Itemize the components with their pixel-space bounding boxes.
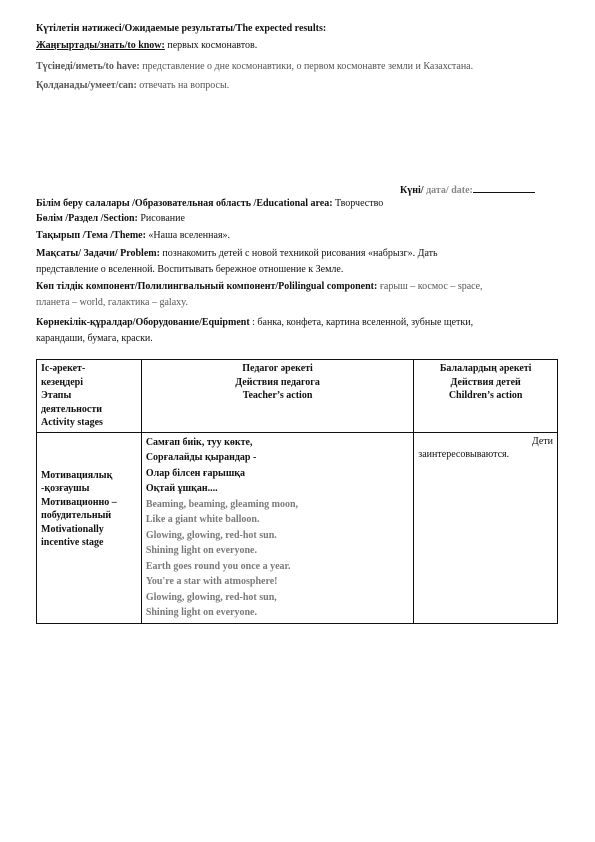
section-label: Бөлім /Раздел /Section: (36, 213, 138, 224)
theme-line (36, 230, 230, 242)
stage-line: Motivationally (41, 523, 104, 535)
equip-label: Көрнекілік-құралдар/Оборудование/Equipment (36, 317, 250, 328)
header-stages-line: Іс-әрекет- (41, 363, 86, 374)
header-teacher-line: Teacher’s action (242, 390, 313, 401)
stage-line: побудительный (41, 510, 112, 521)
poem-kz-line: Самғап биік, туу көкте, (145, 436, 253, 448)
expected-results-heading: Күтілетін нәтижесі/Ожидаемые результаты/The expected results: (36, 23, 327, 34)
teacher-action-cell (141, 432, 413, 623)
date-label-en: date: (448, 185, 473, 196)
have-text: представление о дне космонавтики, о первом космонавте земли и Казахстана. (139, 61, 474, 72)
section-text: Рисование (137, 213, 185, 224)
poem-en-line: Earth goes round you once a year. (145, 560, 291, 572)
table-row (37, 432, 558, 623)
stage-line: incentive stage (41, 537, 104, 548)
have-label: Түсінеді/иметь/to have: (36, 61, 140, 72)
date-label-kz: Күні/ (400, 185, 424, 196)
poly-label: Көп тілдік компонент/Полилингвальный компонент/Polilingual component: (36, 281, 378, 292)
poly-text-1: ғарыш – космос – space, (377, 281, 483, 292)
header-stages-line: Activity stages (41, 417, 103, 428)
poem-kz-line: Сорғалайды қырандар - (145, 452, 257, 463)
header-stages-line: Этапы (41, 390, 72, 401)
section-line (36, 213, 185, 225)
children-action-cell (414, 432, 558, 623)
children-action-line: заинтересовываются. (418, 449, 510, 460)
header-stages-line: деятельности (41, 403, 103, 415)
theme-text: «Наша вселенная». (145, 230, 231, 241)
know-label: Жаңғыртады/знать/to know: (36, 40, 165, 51)
know-line (36, 40, 257, 52)
area-text: Творчество (332, 198, 384, 209)
theme-label: Тақырып /Тема /Theme: (36, 230, 146, 241)
table-header-row (37, 360, 558, 433)
stage-line: Мотивационно – (41, 496, 117, 508)
stage-line: Мотивациялық (41, 469, 113, 481)
header-children-line: Children’s action (448, 390, 523, 401)
date-line (400, 183, 535, 197)
header-teacher-line: Действия педагога (235, 376, 320, 388)
area-label: Білім беру салалары /Образовательная область /Educational area: (36, 198, 333, 209)
date-blank (473, 183, 535, 193)
poem-en-line: Glowing, glowing, red-hot sun, (145, 591, 277, 603)
poem-en-line: Shining light on everyone. (145, 545, 257, 556)
lesson-table (36, 359, 558, 624)
poem-en-line: Like a giant white balloon. (145, 514, 260, 525)
poem-kz-line: Олар білсен ғарышқа (145, 467, 246, 479)
header-teacher-line: Педагог әрекеті (242, 363, 313, 374)
poem-en-line: You're a star with atmosphere! (145, 576, 278, 587)
can-text: отвечать на вопросы. (136, 80, 230, 91)
area-line (36, 198, 383, 210)
stage-cell (37, 432, 142, 623)
header-stages-line: кезеңдері (41, 376, 84, 388)
poem-en-line: Beaming, beaming, gleaming moon, (145, 498, 299, 510)
have-line (36, 61, 473, 73)
can-line (36, 80, 229, 92)
can-label: Қолданады/умеет/can: (36, 80, 137, 91)
goal-line-1 (36, 248, 438, 260)
goal-text-1: познакомить детей с новой техникой рисования «набрызг». Дать (159, 248, 438, 259)
header-stages (37, 360, 142, 433)
goal-label: Мақсаты/ Задачи/ Problem: (36, 248, 160, 259)
know-text: первых космонавтов. (164, 40, 258, 51)
header-children (414, 360, 558, 433)
stage-line: -қозғаушы (41, 483, 90, 494)
goal-text-2: представление о вселенной. Воспитывать бережное отношение к Земле. (36, 264, 344, 275)
children-action-line: Дети (531, 435, 553, 447)
poly-line-1 (36, 281, 483, 293)
equip-text-2: карандаши, бумага, краски. (36, 333, 153, 344)
poem-en-line: Glowing, glowing, red-hot sun. (145, 529, 277, 541)
header-children-line: Действия детей (450, 376, 521, 388)
poem-kz-line: Оқтай ұшқан.... (145, 483, 218, 494)
poly-text-2: планета – world, галактика – galaxy. (36, 297, 188, 308)
equip-text-1: : банка, конфета, картина вселенной, зубные щетки, (249, 317, 474, 328)
equip-line-1 (36, 317, 473, 329)
poem-en-line: Shining light on everyone. (145, 607, 257, 618)
header-teacher (141, 360, 413, 433)
header-children-line: Балалардың әрекеті (439, 363, 532, 374)
date-label-ru: дата/ (423, 185, 449, 196)
